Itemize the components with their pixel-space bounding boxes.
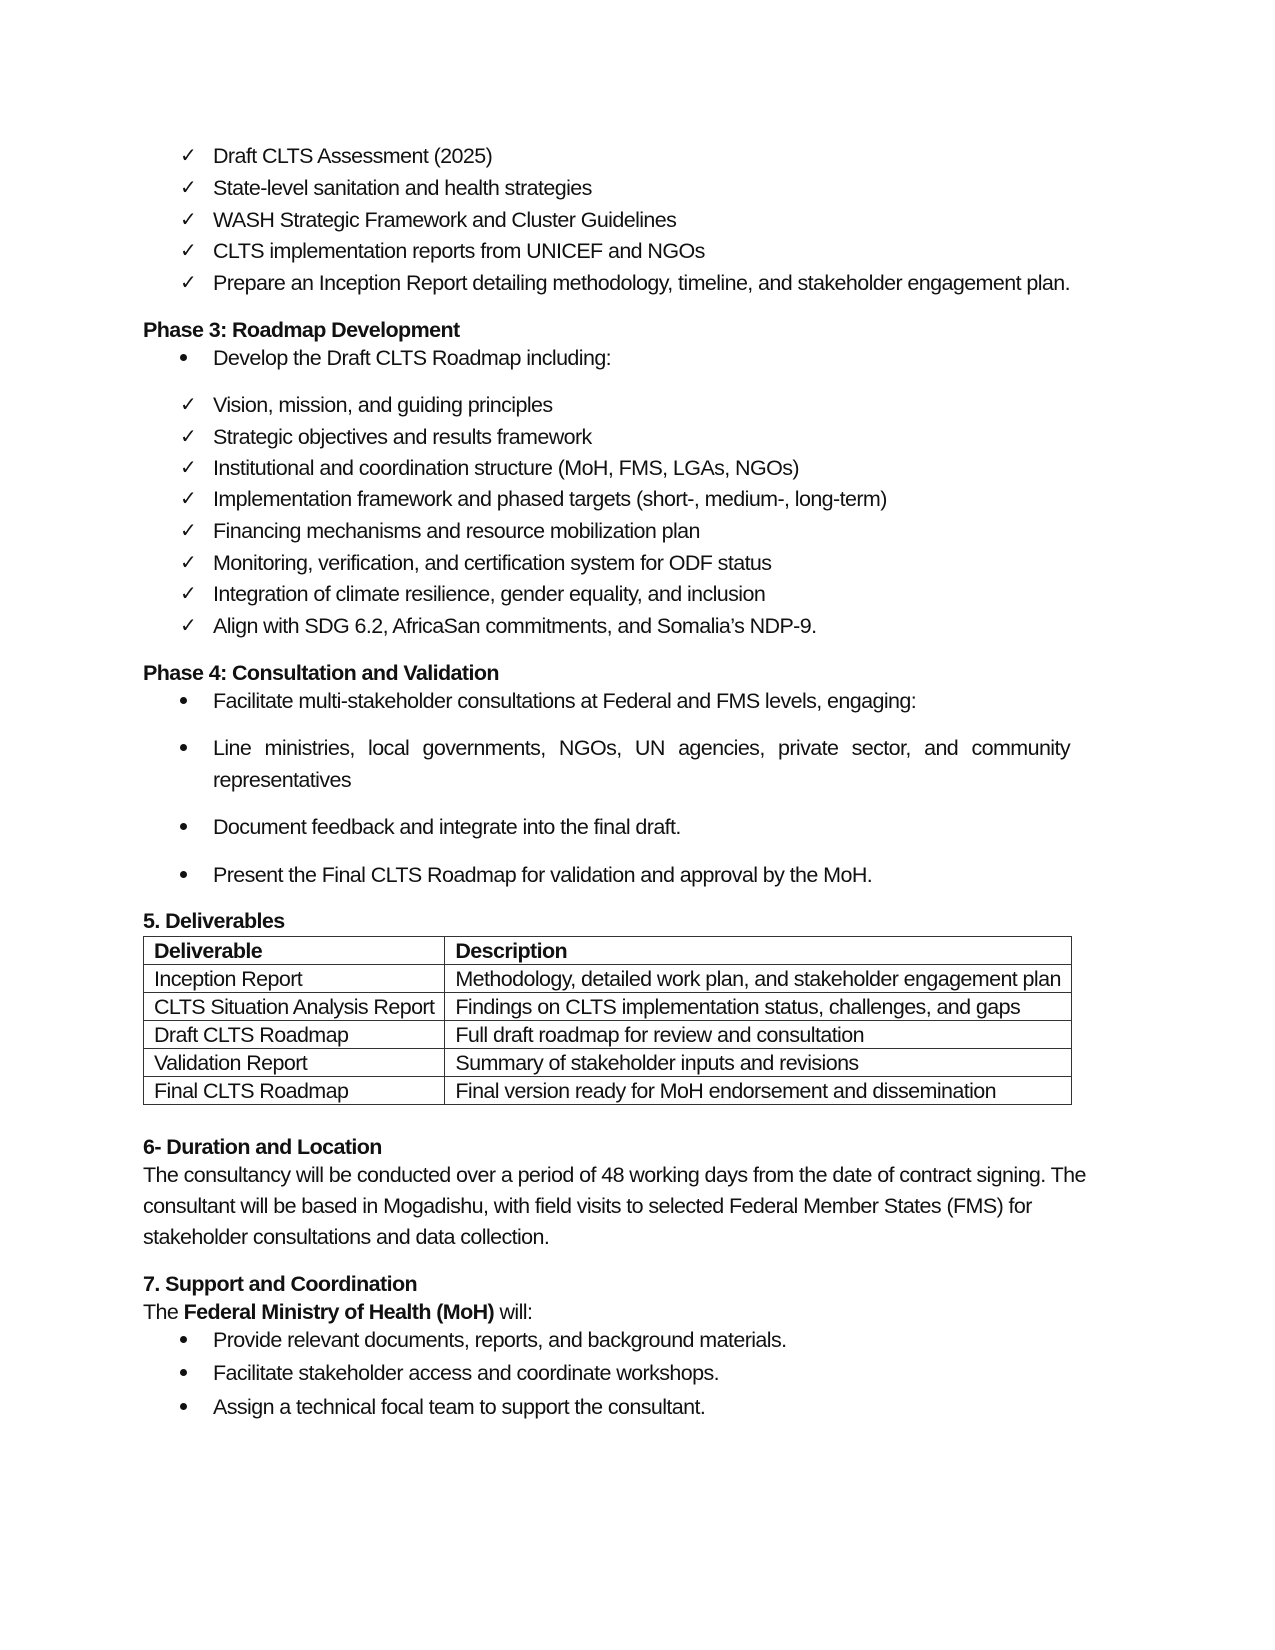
column-header: Deliverable — [144, 937, 445, 965]
bullet-icon — [180, 354, 187, 361]
list-item: Assign a technical focal team to support the consultant. — [213, 1395, 706, 1419]
deliverable-cell: Draft CLTS Roadmap — [144, 1021, 445, 1049]
checkmark-icon: ✓ — [180, 177, 197, 199]
deliverable-cell: Validation Report — [144, 1049, 445, 1077]
intro-bold-text: Federal Ministry of Health (MoH) — [183, 1300, 495, 1324]
table-row — [144, 1077, 1072, 1105]
bullet-icon — [180, 697, 187, 704]
list-item: Line ministries, local governments, NGOs, UN agencies, private sector, and community — [213, 736, 1070, 760]
list-item: Strategic objectives and results framework — [213, 425, 592, 449]
paragraph-line: The consultancy will be conducted over a period of 48 working days from the date of contract signing. The — [143, 1163, 1086, 1187]
deliverable-cell: CLTS Situation Analysis Report — [144, 993, 445, 1021]
column-header: Description — [445, 937, 1071, 965]
list-item: Present the Final CLTS Roadmap for validation and approval by the MoH. — [213, 863, 873, 887]
list-item: Prepare an Inception Report detailing methodology, timeline, and stakeholder engagement plan. — [213, 271, 1070, 295]
checkmark-icon: ✓ — [180, 520, 197, 542]
list-item: Facilitate stakeholder access and coordinate workshops. — [213, 1361, 719, 1385]
duration-heading: 6- Duration and Location — [143, 1135, 382, 1159]
checkmark-icon: ✓ — [180, 426, 197, 448]
checkmark-icon: ✓ — [180, 240, 197, 262]
list-item: CLTS implementation reports from UNICEF and NGOs — [213, 239, 705, 263]
bullet-icon — [180, 744, 187, 751]
list-item: Document feedback and integrate into the final draft. — [213, 815, 681, 839]
list-item: Provide relevant documents, reports, and background materials. — [213, 1328, 787, 1352]
deliverables-table — [143, 936, 1072, 1105]
checkmark-icon: ✓ — [180, 145, 197, 167]
checkmark-icon: ✓ — [180, 488, 197, 510]
deliverables-heading: 5. Deliverables — [143, 909, 285, 933]
table-row — [144, 1021, 1072, 1049]
list-item: Financing mechanisms and resource mobilization plan — [213, 519, 700, 543]
checkmark-icon: ✓ — [180, 583, 197, 605]
list-item: Vision, mission, and guiding principles — [213, 393, 553, 417]
phase3-heading: Phase 3: Roadmap Development — [143, 318, 460, 342]
list-item: Align with SDG 6.2, AfricaSan commitments, and Somalia’s NDP-9. — [213, 614, 817, 638]
list-item: Integration of climate resilience, gender equality, and inclusion — [213, 582, 766, 606]
list-item: Monitoring, verification, and certification system for ODF status — [213, 551, 772, 575]
description-cell: Summary of stakeholder inputs and revisions — [445, 1049, 1071, 1077]
table-row — [144, 965, 1072, 993]
checkmark-icon: ✓ — [180, 552, 197, 574]
description-cell: Full draft roadmap for review and consultation — [445, 1021, 1071, 1049]
table-header-row — [144, 937, 1072, 965]
support-intro — [143, 1299, 532, 1325]
deliverable-cell: Final CLTS Roadmap — [144, 1077, 445, 1105]
intro-text: will: — [494, 1300, 533, 1324]
paragraph-line: consultant will be based in Mogadishu, with field visits to selected Federal Member States (FMS) for — [143, 1194, 1032, 1218]
list-item: Facilitate multi-stakeholder consultations at Federal and FMS levels, engaging: — [213, 689, 917, 713]
checkmark-icon: ✓ — [180, 272, 197, 294]
bullet-icon — [180, 1369, 187, 1376]
list-item: Implementation framework and phased targets (short-, medium-, long-term) — [213, 487, 887, 511]
bullet-icon — [180, 1403, 187, 1410]
checkmark-icon: ✓ — [180, 615, 197, 637]
deliverable-cell: Inception Report — [144, 965, 445, 993]
list-item: WASH Strategic Framework and Cluster Guidelines — [213, 208, 677, 232]
support-heading: 7. Support and Coordination — [143, 1272, 418, 1296]
table-row — [144, 1049, 1072, 1077]
checkmark-icon: ✓ — [180, 209, 197, 231]
checkmark-icon: ✓ — [180, 457, 197, 479]
list-item: Develop the Draft CLTS Roadmap including: — [213, 346, 612, 370]
list-item: Institutional and coordination structure (MoH, FMS, LGAs, NGOs) — [213, 456, 799, 480]
checkmark-icon: ✓ — [180, 394, 197, 416]
phase4-heading: Phase 4: Consultation and Validation — [143, 661, 499, 685]
list-item: Draft CLTS Assessment (2025) — [213, 144, 493, 168]
description-cell: Final version ready for MoH endorsement and dissemination — [445, 1077, 1071, 1105]
paragraph-line: stakeholder consultations and data collection. — [143, 1225, 550, 1249]
bullet-icon — [180, 1336, 187, 1343]
intro-text: The — [143, 1300, 184, 1324]
bullet-icon — [180, 823, 187, 830]
description-cell: Findings on CLTS implementation status, challenges, and gaps — [445, 993, 1071, 1021]
bullet-icon — [180, 871, 187, 878]
list-item: State-level sanitation and health strategies — [213, 176, 592, 200]
description-cell: Methodology, detailed work plan, and stakeholder engagement plan — [445, 965, 1071, 993]
list-item-continuation: representatives — [213, 768, 351, 792]
table-row — [144, 993, 1072, 1021]
